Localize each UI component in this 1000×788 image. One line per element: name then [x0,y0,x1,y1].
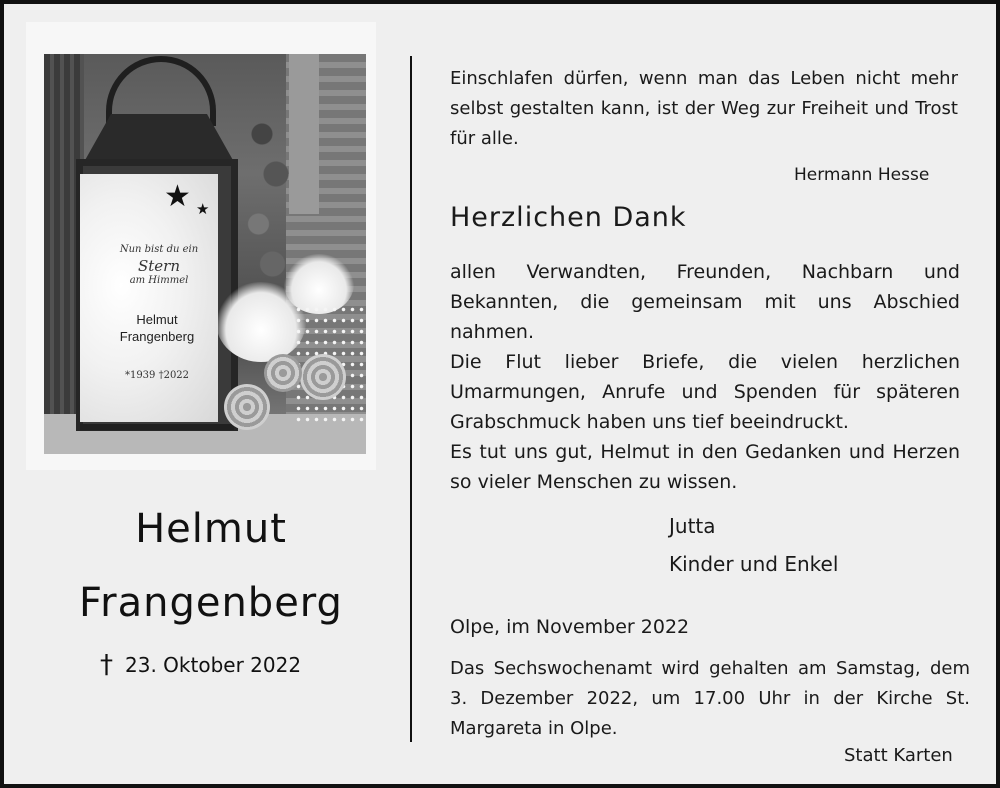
signature-family: Kinder und Enkel [669,552,839,576]
service-notice: Das Sechswochenamt wird gehalten am Samstag, dem 3. Dezember 2022, um 17.00 Uhr in der Kirche St. Margareta in Olpe. [450,658,970,739]
lantern-years: *1939 †2022 [124,370,190,381]
succulent-flower [300,354,346,400]
lantern-name [92,312,222,346]
memorial-photo [44,54,366,454]
thanks-text [450,257,960,497]
quote-text: Einschlafen dürfen, wenn man das Leben nicht mehr selbst gestalten kann, ist der Weg zur Freiheit und Trost für alle. [450,68,958,149]
thanks-paragraph: allen Verwandten, Freunden, Nachbarn und Bekannten, die gemeinsam mit uns Abschied nahmen. [450,261,960,343]
lantern-name-line: Frangenberg [119,328,195,344]
quote-author: Hermann Hesse [794,165,930,185]
deceased-last-name: Frangenberg [79,580,343,626]
death-date: 23. Oktober 2022 [125,653,302,677]
thanks-paragraph: Es tut uns gut, Helmut in den Gedanken und Herzen so vieler Menschen zu wissen. [450,441,960,493]
place-date: Olpe, im November 2022 [450,616,690,638]
lantern-verse-line: am Himmel [129,275,189,287]
death-date-line [100,652,301,678]
signature-name: Jutta [669,514,716,538]
statt-karten-note: Statt Karten [844,745,953,766]
cross-icon: † [100,650,113,680]
succulent-flower [264,354,302,392]
lantern-verse-line: Stern [137,256,180,275]
thanks-paragraph: Die Flut lieber Briefe, die vielen herzlichen Umarmungen, Anrufe und Spenden für späteren Grabschmuck haben uns tief beeindruckt. [450,351,960,433]
deceased-first-name: Helmut [135,506,287,552]
star-icon: ★ [164,179,191,214]
star-icon: ★ [196,200,210,218]
lantern-verse [104,244,214,288]
lantern-base [80,424,234,430]
vertical-divider [410,56,412,742]
succulent-flower [224,384,270,430]
thanks-heading: Herzlichen Dank [450,202,687,233]
lantern-name-line: Helmut [136,312,178,327]
lantern-verse-line: Nun bist du ein [119,244,199,255]
